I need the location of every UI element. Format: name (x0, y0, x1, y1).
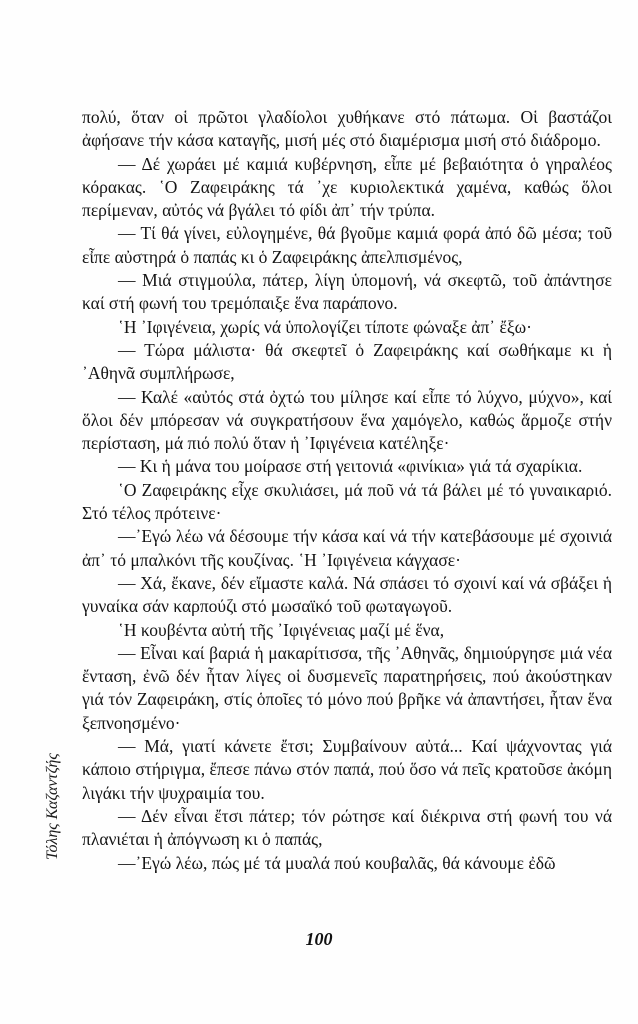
paragraph: —᾽Εγώ λέω, πώς μέ τά μυαλά πού κουβαλᾶς, θά κάνουμε ἐδῶ (118, 852, 556, 873)
paragraph: — Τώρα μάλιστα· θά σκεφτεῖ ὁ Ζαφειράκης καί σωθήκαμε κι ἡ ᾽Αθηνᾶ συμπλήρωσε, (82, 339, 612, 384)
paragraph: —᾽Εγώ λέω νά δέσουμε τήν κάσα καί νά τήν κατεβάσουμε μέ σχοινιά ἀπ᾽ τό μπαλκόνι τῆς κουζίνας. ῾Η ᾽Ιφιγένεια κάγχασε· (82, 526, 612, 570)
paragraph: πολύ, ὅταν οἱ πρῶτοι γλαδίολοι χυθήκανε στό πάτωμα. Οἱ βαστάζοι ἀφήσανε τήν κάσα καταγῆς, μισή μές στό διαμέρισμα μισή στό διάδρομο. (82, 107, 612, 151)
paragraph: — Δέ χωράει μέ καμιά κυβέρνηση, εἶπε μέ βεβαιότητα ὁ γηραλέος κόρακας. ῾Ο Ζαφειράκης τά ᾽χε κυριολεκτικά χαμένα, καθώς ὅλοι περίμεναν, αὐτός νά βγάλει τό φίδι ἀπ᾽ τήν τρύπα. (82, 153, 612, 221)
paragraph: ῾Η ᾽Ιφιγένεια, χωρίς νά ὑπολογίζει τίποτε φώναξε ἀπ᾽ ἔξω· (118, 316, 532, 337)
paragraph: — Μά, γιατί κάνετε ἔτσι; Συμβαίνουν αὐτά... Καί ψάχνοντας γιά κάποιο στήριγμα, ἔπεσε πάνω στόν παπά, πού ὅσο νά πεῖς κρατοῦσε ἀκόμη λιγάκι τήν ψυχραιμία του. (82, 736, 612, 803)
paragraph: — Τί θά γίνει, εὐλογημένε, θά βγοῦμε καμιά φορά ἀπό δῶ μέσα; τοῦ εἶπε αὐστηρά ὁ παπάς κι ὁ Ζαφειράκης ἀπελπισμένος, (82, 223, 612, 267)
paragraph: — Χά, ἔκανε, δέν εἴμαστε καλά. Νά σπάσει τό σχοινί καί νά σβάξει ἡ γυναίκα σάν καρπούζι στό μωσαϊκό τοῦ φωταγωγοῦ. (82, 572, 612, 617)
paragraph: — Καλέ «αὐτός στά ὀχτώ του μίλησε καί εἶπε τό λύχνο, μύχνο», καί ὅλοι δέν μπόρεσαν νά συγκρατήσουν ἕνα χαμόγελο, καθώς ἅρμοζε στήν περίσταση, μά πιό πολύ ὅταν ἡ ᾽Ιφιγένεια κατέληξε· (82, 386, 612, 454)
paragraph: — Εἶναι καί βαριά ἡ μακαρίτισσα, τῆς ᾽Αθηνᾶς, δημιούργησε μιά νέα ἔνταση, ἐνῶ δέν ἦταν λίγες οἱ δυσμενεῖς παρατηρήσεις, πού ἀκούστηκαν γιά τόν Ζαφειράκη, στίς ὁποῖες τό μόνο πού βρῆκε νά ἀπαντήσει, ἦταν ἕνα ξεπνοησμένο· (82, 642, 612, 733)
paragraph: ῾Ο Ζαφειράκης εἶχε σκυλιάσει, μά ποῦ νά τά βάλει μέ τό γυναικαριό. Στό τέλος πρότεινε· (82, 479, 612, 524)
page-number: 100 (305, 929, 333, 949)
paragraph: — Δέν εἶναι ἔτσι πάτερ; τόν ρώτησε καί διέκρινα στή φωνή του νά πλανιέται ἡ ἀπόγνωση κι ὁ παπάς, (82, 805, 612, 850)
paragraph: ῾Η κουβέντα αὐτή τῆς ᾽Ιφιγένειας μαζί μέ ἕνα, (118, 619, 445, 640)
body-text (82, 106, 612, 875)
author-name: Τόλης Καζαντζής (44, 753, 61, 860)
paragraph: — Κι ἡ μάνα του μοίρασε στή γειτονιά «φινίκια» γιά τά σχαρίκια. (118, 456, 583, 477)
paragraph: — Μιά στιγμούλα, πάτερ, λίγη ὑπομονή, νά σκεφτῶ, τοῦ ἀπάντησε καί στή φωνή του τρεμόπαιξε ἕνα παράπονο. (82, 270, 612, 314)
